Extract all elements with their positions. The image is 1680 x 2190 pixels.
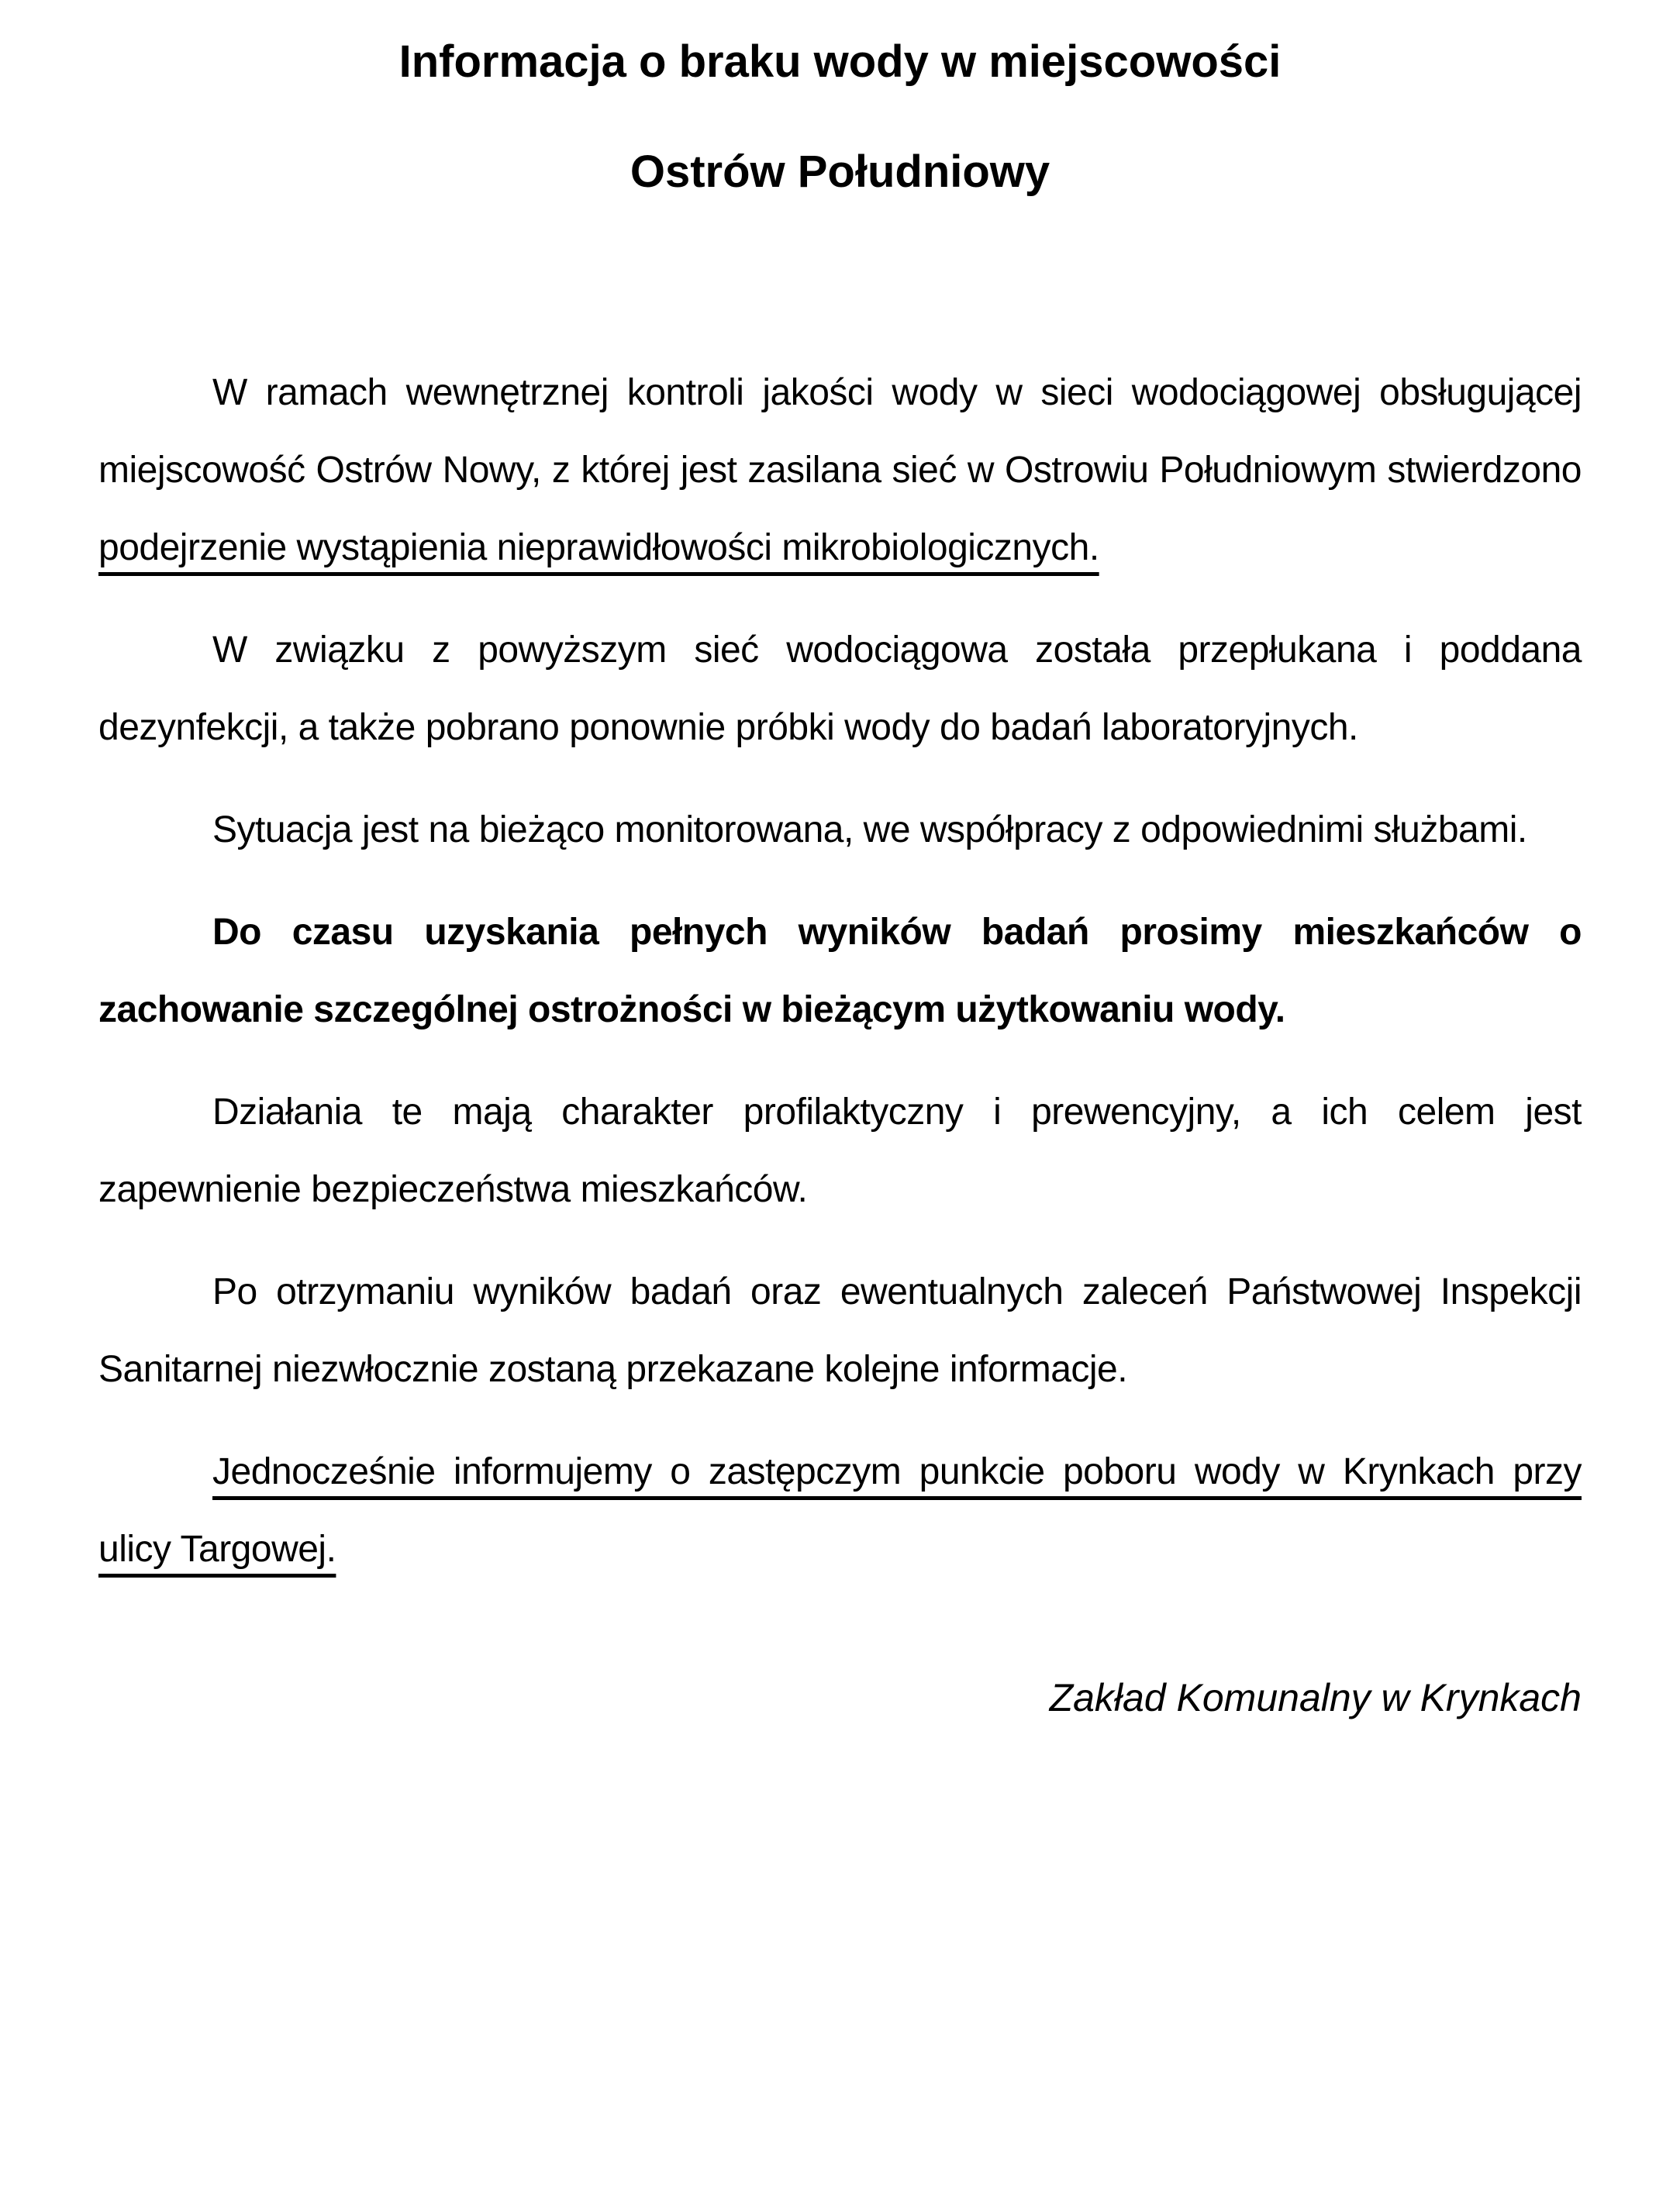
title-line-1: Informacja o braku wody w miejscowości [398,36,1282,87]
paragraph-7-segment-1: Jednocześnie informujemy o zastępczym punkcie poboru wody w Krynkach przy ulicy Targowej. [98,1451,1582,1570]
paragraph-1-segment-1: W ramach wewnętrznej kontroli jakości wody w sieci wodociągowej obsługującej miejscowość Ostrów Nowy, z której jest zasilana sieć w Ostrowiu Południowym stwierdzono [98,372,1582,491]
paragraph-1-segment-2: podejrzenie wystąpienia nieprawidłowości mikrobiologicznych. [98,527,1099,568]
paragraph-4-segment-1: Do czasu uzyskania pełnych wyników badań prosimy mieszkańców o zachowanie szczególnej ostrożności w bieżącym użytkowaniu wody. [98,912,1582,1030]
signature-line: Zakład Komunalny w Krynkach [1049,1676,1582,1719]
paragraph-2-segment-1: W związku z powyższym sieć wodociągowa została przepłukana i poddana dezynfekcji, a także pobrano ponownie próbki wody do badań laboratoryjnych. [98,629,1582,748]
paragraph-7 [98,1433,1582,1588]
title-line-2: Ostrów Południowy [630,147,1050,197]
paragraph-1 [98,354,1582,587]
paragraph-3 [98,792,1582,869]
paragraph-6 [98,1254,1582,1409]
paragraph-6-segment-1: Po otrzymaniu wyników badań oraz ewentualnych zaleceń Państwowej Inspekcji Sanitarnej niezwłocznie zostaną przekazane kolejne informacje. [98,1271,1582,1390]
paragraph-3-segment-1: Sytuacja jest na bieżąco monitorowana, we współpracy z odpowiednimi służbami. [212,809,1527,850]
paragraph-4 [98,894,1582,1049]
document-body [98,354,1582,1588]
paragraph-5 [98,1074,1582,1229]
paragraph-2 [98,612,1582,767]
paragraph-5-segment-1: Działania te mają charakter profilaktyczny i prewencyjny, a ich celem jest zapewnienie bezpieczeństwa mieszkańców. [98,1092,1582,1210]
document-title [98,35,1582,199]
